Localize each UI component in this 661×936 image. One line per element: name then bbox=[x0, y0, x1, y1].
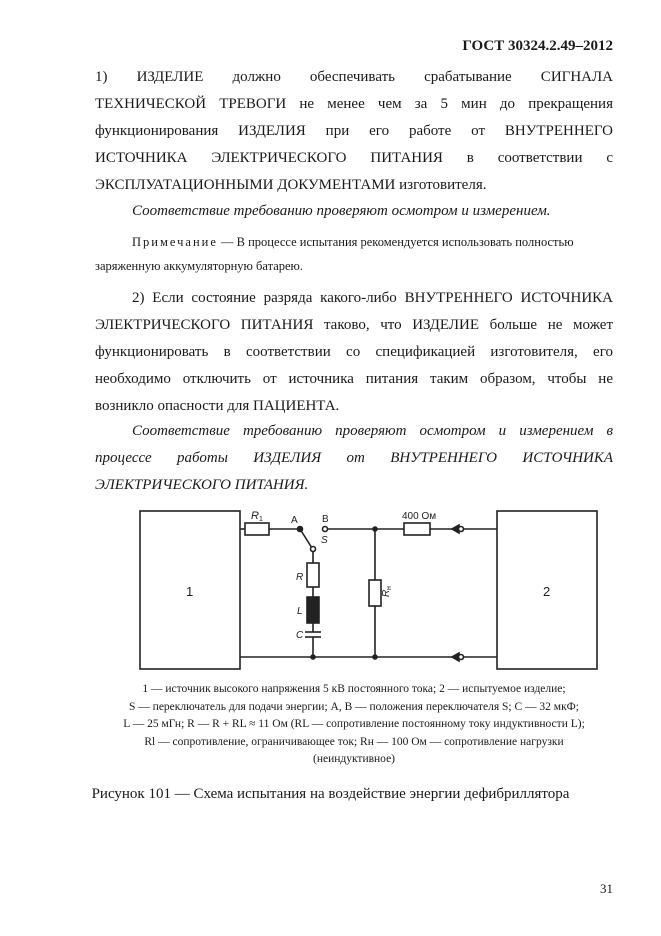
r1-subscript: 1 bbox=[259, 516, 263, 523]
paragraph-line: ТЕХНИЧЕСКОЙ ТРЕВОГИ не менее чем за 5 мин до прекращения bbox=[95, 96, 613, 112]
r400-label: 400 Ом bbox=[402, 511, 437, 522]
switch-s-label: S bbox=[321, 535, 328, 546]
switch-s bbox=[300, 529, 312, 548]
rn-subscript: н bbox=[386, 586, 393, 590]
note-dash: — bbox=[217, 235, 237, 249]
paragraph-line: ЭЛЕКТРИЧЕСКОГО ПИТАНИЯ таково, что ИЗДЕЛИЕ больше не может bbox=[95, 317, 613, 333]
paragraph-line: ЭЛЕКТРИЧЕСКОГО ПИТАНИЯ. bbox=[95, 477, 309, 493]
page-number: 31 bbox=[600, 881, 613, 896]
r1-label: R bbox=[251, 510, 259, 522]
switch-b-label: B bbox=[322, 514, 329, 525]
caption-line: 1 — источник высокого напряжения 5 кВ постоянного тока; 2 — испытуемое изделие; bbox=[142, 683, 566, 695]
paragraph-line: ИСТОЧНИКА ЭЛЕКТРИЧЕСКОГО ПИТАНИЯ в соответствии с bbox=[95, 150, 613, 166]
figure-caption bbox=[95, 681, 613, 769]
paragraph-line: функционировать в соответствии со спецификацией изготовителя, его bbox=[95, 344, 613, 360]
r-label: R bbox=[296, 572, 304, 583]
resistor-r1 bbox=[245, 523, 269, 535]
figure-title: Рисунок 101 — Схема испытания на воздействие энергии дефибриллятора bbox=[91, 786, 570, 802]
block-1-label: 1 bbox=[186, 584, 194, 599]
resistor-r bbox=[307, 563, 319, 587]
caption-line: Rl — сопротивление, ограничивающее ток; Rн — 100 Ом — сопротивление нагрузки bbox=[144, 735, 564, 748]
document-header: ГОСТ 30324.2.49–2012 bbox=[462, 38, 613, 54]
caption-line: (неиндуктивное) bbox=[312, 753, 396, 765]
paragraph-line: 2) Если состояние разряда какого-либо ВНУТРЕННЕГО ИСТОЧНИКА bbox=[132, 290, 613, 306]
c-label: C bbox=[296, 630, 304, 641]
paragraph-line: ЭКСПЛУАТАЦИОННЫМИ ДОКУМЕНТАМИ изготовителя. bbox=[95, 177, 487, 193]
note-line: заряженную аккумуляторную батарею. bbox=[95, 259, 304, 273]
paragraph-line: необходимо отключить от источника питания таким образом, чтобы не bbox=[95, 371, 613, 387]
l-label: L bbox=[297, 606, 303, 617]
note-text: В процессе испытания рекомендуется использовать полностью bbox=[236, 235, 574, 249]
caption-line: L — 25 мГн; R — R + RL ≈ 11 Ом (RL — сопротивление постоянному току индуктивности L); bbox=[123, 718, 585, 730]
paragraph-line: Соответствие требованию проверяют осмотром и измерением в bbox=[132, 423, 613, 439]
rn-label: R bbox=[381, 589, 392, 597]
paragraph-line: 1) ИЗДЕЛИЕ должно обеспечивать срабатывание СИГНАЛА bbox=[95, 69, 613, 85]
inductor-l bbox=[307, 597, 319, 623]
paragraph-line: возникло опасности для ПАЦИЕНТА. bbox=[95, 398, 340, 414]
block-2-label: 2 bbox=[543, 584, 551, 599]
switch-a-label: A bbox=[291, 515, 298, 526]
note-label: Примечание bbox=[132, 235, 218, 249]
resistor-400-ohm bbox=[404, 523, 430, 535]
paragraph-line: функционирования ИЗДЕЛИЯ при его работе от ВНУТРЕННЕГО bbox=[95, 123, 613, 139]
caption-line: S — переключатель для подачи энергии; A, B — положения переключателя S; C — 32 мкФ; bbox=[129, 700, 579, 713]
resistor-rn bbox=[369, 580, 381, 606]
compliance-statement-1: Соответствие требованию проверяют осмотром и измерением. bbox=[132, 203, 551, 219]
paragraph-line: процессе работы ИЗДЕЛИЯ от ВНУТРЕННЕГО ИСТОЧНИКА bbox=[95, 450, 613, 466]
